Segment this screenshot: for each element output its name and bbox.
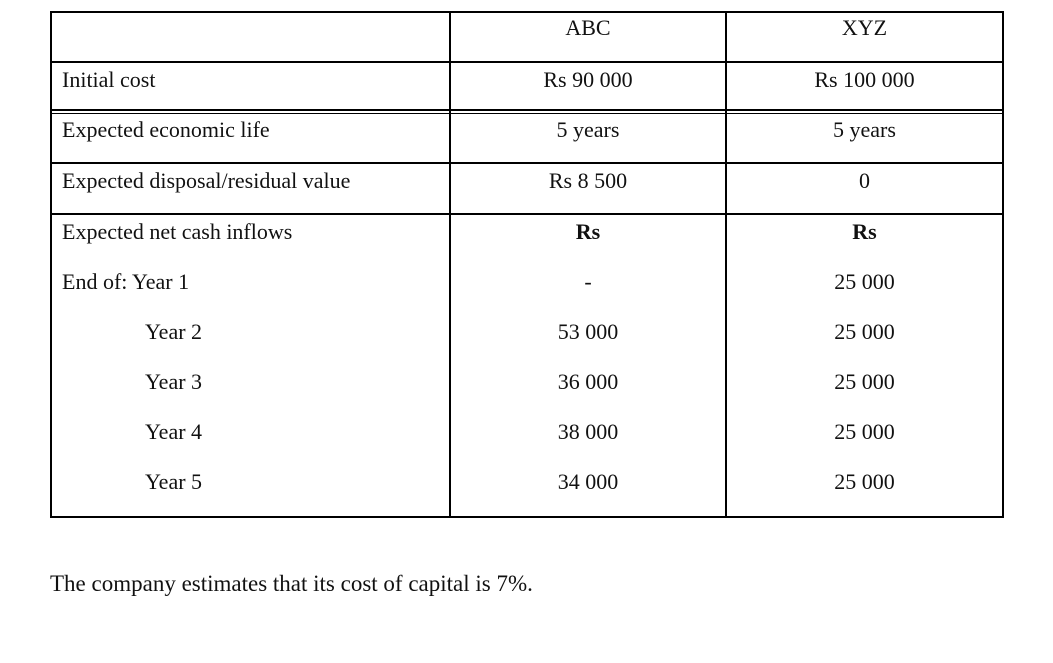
- cell-xyz-year-2: 25 000: [834, 319, 895, 344]
- row-label-economic-life: Expected economic life: [62, 117, 270, 142]
- cell-xyz-year-3: 25 000: [834, 369, 895, 394]
- cell-xyz-year-5: 25 000: [834, 469, 895, 494]
- cell-abc-residual-value: Rs 8 500: [548, 168, 628, 193]
- cell-abc-initial-cost: Rs 90 000: [543, 67, 633, 92]
- row-label-year-1: End of: Year 1: [62, 269, 190, 294]
- column-header-abc: ABC: [565, 15, 611, 40]
- cell-xyz-residual-value: 0: [859, 168, 870, 193]
- table-rule-header: [50, 61, 1004, 63]
- row-label-year-5: Year 5: [145, 469, 203, 494]
- cell-abc-year-2: 53 000: [557, 319, 619, 344]
- cell-xyz-initial-cost: Rs 100 000: [814, 67, 915, 92]
- table-border-bottom: [50, 516, 1004, 518]
- row-label-year-4: Year 4: [145, 419, 203, 444]
- cell-abc-year-5: 34 000: [557, 469, 619, 494]
- row-label-year-3: Year 3: [145, 369, 203, 394]
- cell-xyz-currency-unit: Rs: [852, 219, 877, 244]
- cost-of-capital-note: The company estimates that its cost of capital is 7%.: [50, 571, 533, 596]
- cell-xyz-year-1: 25 000: [834, 269, 895, 294]
- cell-abc-year-4: 38 000: [557, 419, 619, 444]
- cell-xyz-economic-life: 5 years: [833, 117, 896, 142]
- table-rule-economic-life: [50, 162, 1004, 164]
- table-rule-residual: [50, 213, 1004, 215]
- cell-abc-economic-life: 5 years: [556, 117, 620, 142]
- row-label-net-cash-inflows: Expected net cash inflows: [62, 219, 293, 244]
- row-label-initial-cost: Initial cost: [62, 67, 156, 92]
- cell-abc-year-3: 36 000: [557, 369, 619, 394]
- table-border-left: [50, 11, 52, 518]
- table-rule-initial-cost: [50, 109, 1004, 111]
- table-border-top: [50, 11, 1004, 13]
- column-header-xyz: XYZ: [841, 15, 888, 40]
- row-label-residual-value: Expected disposal/residual value: [62, 168, 351, 193]
- table-rule-initial-cost-double: [50, 113, 1004, 114]
- cell-abc-year-1: -: [584, 269, 592, 294]
- row-label-year-2: Year 2: [145, 319, 203, 344]
- cell-xyz-year-4: 25 000: [834, 419, 895, 444]
- cell-abc-currency-unit: Rs: [575, 219, 601, 244]
